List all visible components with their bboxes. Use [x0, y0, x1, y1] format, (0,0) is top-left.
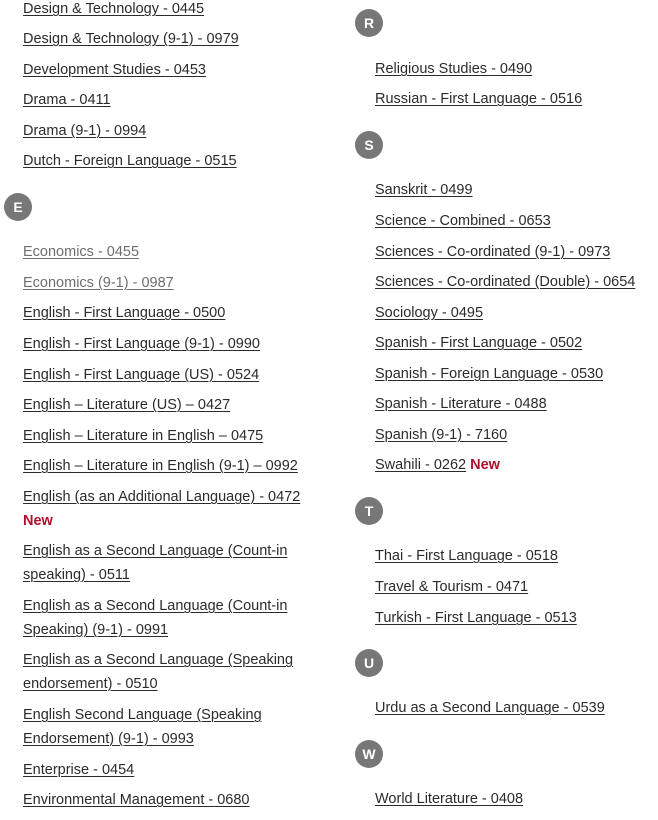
- subject-link[interactable]: English – Literature (US) – 0427: [23, 397, 231, 413]
- list-item: [23, 485, 300, 533]
- letter-heading-r: R: [355, 9, 383, 37]
- list-item: [375, 240, 610, 264]
- list-item: [23, 0, 204, 21]
- subject-link[interactable]: English – Literature in English (9-1) – 0992: [23, 458, 298, 474]
- list-item: [23, 594, 308, 642]
- list-item: [375, 696, 605, 720]
- subject-link[interactable]: Turkish - First Language - 0513: [375, 610, 577, 626]
- letter-heading-u: U: [355, 649, 383, 677]
- subject-link[interactable]: Travel & Tourism - 0471: [375, 579, 529, 595]
- subject-link[interactable]: Economics (9-1) - 0987: [23, 275, 174, 291]
- subject-link[interactable]: Environmental Management - 0680: [23, 792, 250, 808]
- list-item: [23, 58, 206, 82]
- list-item: [375, 423, 507, 447]
- subject-link[interactable]: English as a Second Language (Count-in speaking) - 0511: [23, 543, 288, 583]
- list-item: [23, 703, 308, 751]
- list-item: [23, 301, 225, 325]
- subject-link[interactable]: Urdu as a Second Language - 0539: [375, 700, 605, 716]
- subject-link[interactable]: Development Studies - 0453: [23, 62, 206, 78]
- subject-link[interactable]: Drama - 0411: [23, 92, 111, 108]
- subject-link[interactable]: Thai - First Language - 0518: [375, 548, 558, 564]
- subject-link[interactable]: Sanskrit - 0499: [375, 182, 473, 198]
- list-item: [375, 301, 483, 325]
- subject-link[interactable]: Sciences - Co-ordinated (9-1) - 0973: [375, 244, 611, 260]
- list-item: [375, 270, 635, 294]
- subject-link[interactable]: Russian - First Language - 0516: [375, 91, 583, 107]
- list-item: [23, 454, 298, 478]
- subject-link[interactable]: Design & Technology (9-1) - 0979: [23, 31, 239, 47]
- list-item: [23, 393, 230, 417]
- list-item: [375, 392, 547, 416]
- letter-heading-e: E: [4, 193, 32, 221]
- list-item: [23, 363, 259, 387]
- list-item: [375, 87, 582, 111]
- list-item: [23, 539, 308, 587]
- subject-link[interactable]: English as a Second Language (Speaking endorsement) - 0510: [23, 652, 294, 692]
- list-item: [23, 424, 263, 448]
- list-item: [23, 332, 260, 356]
- subject-link[interactable]: Dutch - Foreign Language - 0515: [23, 153, 237, 169]
- subject-link[interactable]: English as a Second Language (Count-in Speaking) (9-1) - 0991: [23, 598, 288, 638]
- subject-link[interactable]: Drama (9-1) - 0994: [23, 123, 147, 139]
- subject-link[interactable]: English Second Language (Speaking Endorsement) (9-1) - 0993: [23, 707, 262, 747]
- letter-heading-s: S: [355, 131, 383, 159]
- list-item: [23, 27, 239, 51]
- subject-link[interactable]: English - First Language - 0500: [23, 305, 226, 321]
- list-item: [375, 606, 577, 630]
- list-item: [375, 544, 558, 568]
- list-item: [23, 788, 250, 812]
- list-item: [23, 149, 237, 173]
- list-item: [23, 648, 308, 696]
- subject-link[interactable]: English – Literature in English – 0475: [23, 428, 264, 444]
- subject-link[interactable]: Religious Studies - 0490: [375, 61, 533, 77]
- list-item: [23, 271, 174, 295]
- letter-heading-w: W: [355, 740, 383, 768]
- list-item: [23, 240, 139, 264]
- list-item: [375, 787, 523, 811]
- subject-link[interactable]: Economics - 0455: [23, 244, 140, 260]
- subject-link[interactable]: English - First Language (9-1) - 0990: [23, 336, 260, 352]
- list-item: [375, 362, 603, 386]
- list-item: [375, 178, 473, 202]
- new-badge: New: [470, 457, 500, 473]
- subject-link[interactable]: English - First Language (US) - 0524: [23, 367, 260, 383]
- subject-link[interactable]: Spanish - Literature - 0488: [375, 396, 547, 412]
- list-item: [23, 88, 111, 112]
- list-item: [375, 331, 582, 355]
- subject-link[interactable]: World Literature - 0408: [375, 791, 524, 807]
- list-item: [23, 119, 146, 143]
- subject-link[interactable]: Swahili - 0262: [375, 457, 467, 473]
- list-item: [375, 209, 551, 233]
- subject-link[interactable]: Design & Technology - 0445: [23, 1, 205, 17]
- subject-link[interactable]: Science - Combined - 0653: [375, 213, 551, 229]
- new-badge: New: [23, 513, 53, 529]
- list-item: [375, 575, 528, 599]
- list-item: [375, 57, 532, 81]
- subject-link[interactable]: Spanish (9-1) - 7160: [375, 427, 508, 443]
- list-item: [375, 453, 500, 477]
- subject-link[interactable]: Spanish - Foreign Language - 0530: [375, 366, 604, 382]
- subject-link[interactable]: Enterprise - 0454: [23, 762, 135, 778]
- subject-link[interactable]: Sciences - Co-ordinated (Double) - 0654: [375, 274, 636, 290]
- list-item: [23, 758, 134, 782]
- subject-link[interactable]: Sociology - 0495: [375, 305, 484, 321]
- subject-link[interactable]: English (as an Additional Language) - 0472: [23, 489, 301, 505]
- letter-heading-t: T: [355, 497, 383, 525]
- subject-link[interactable]: Spanish - First Language - 0502: [375, 335, 583, 351]
